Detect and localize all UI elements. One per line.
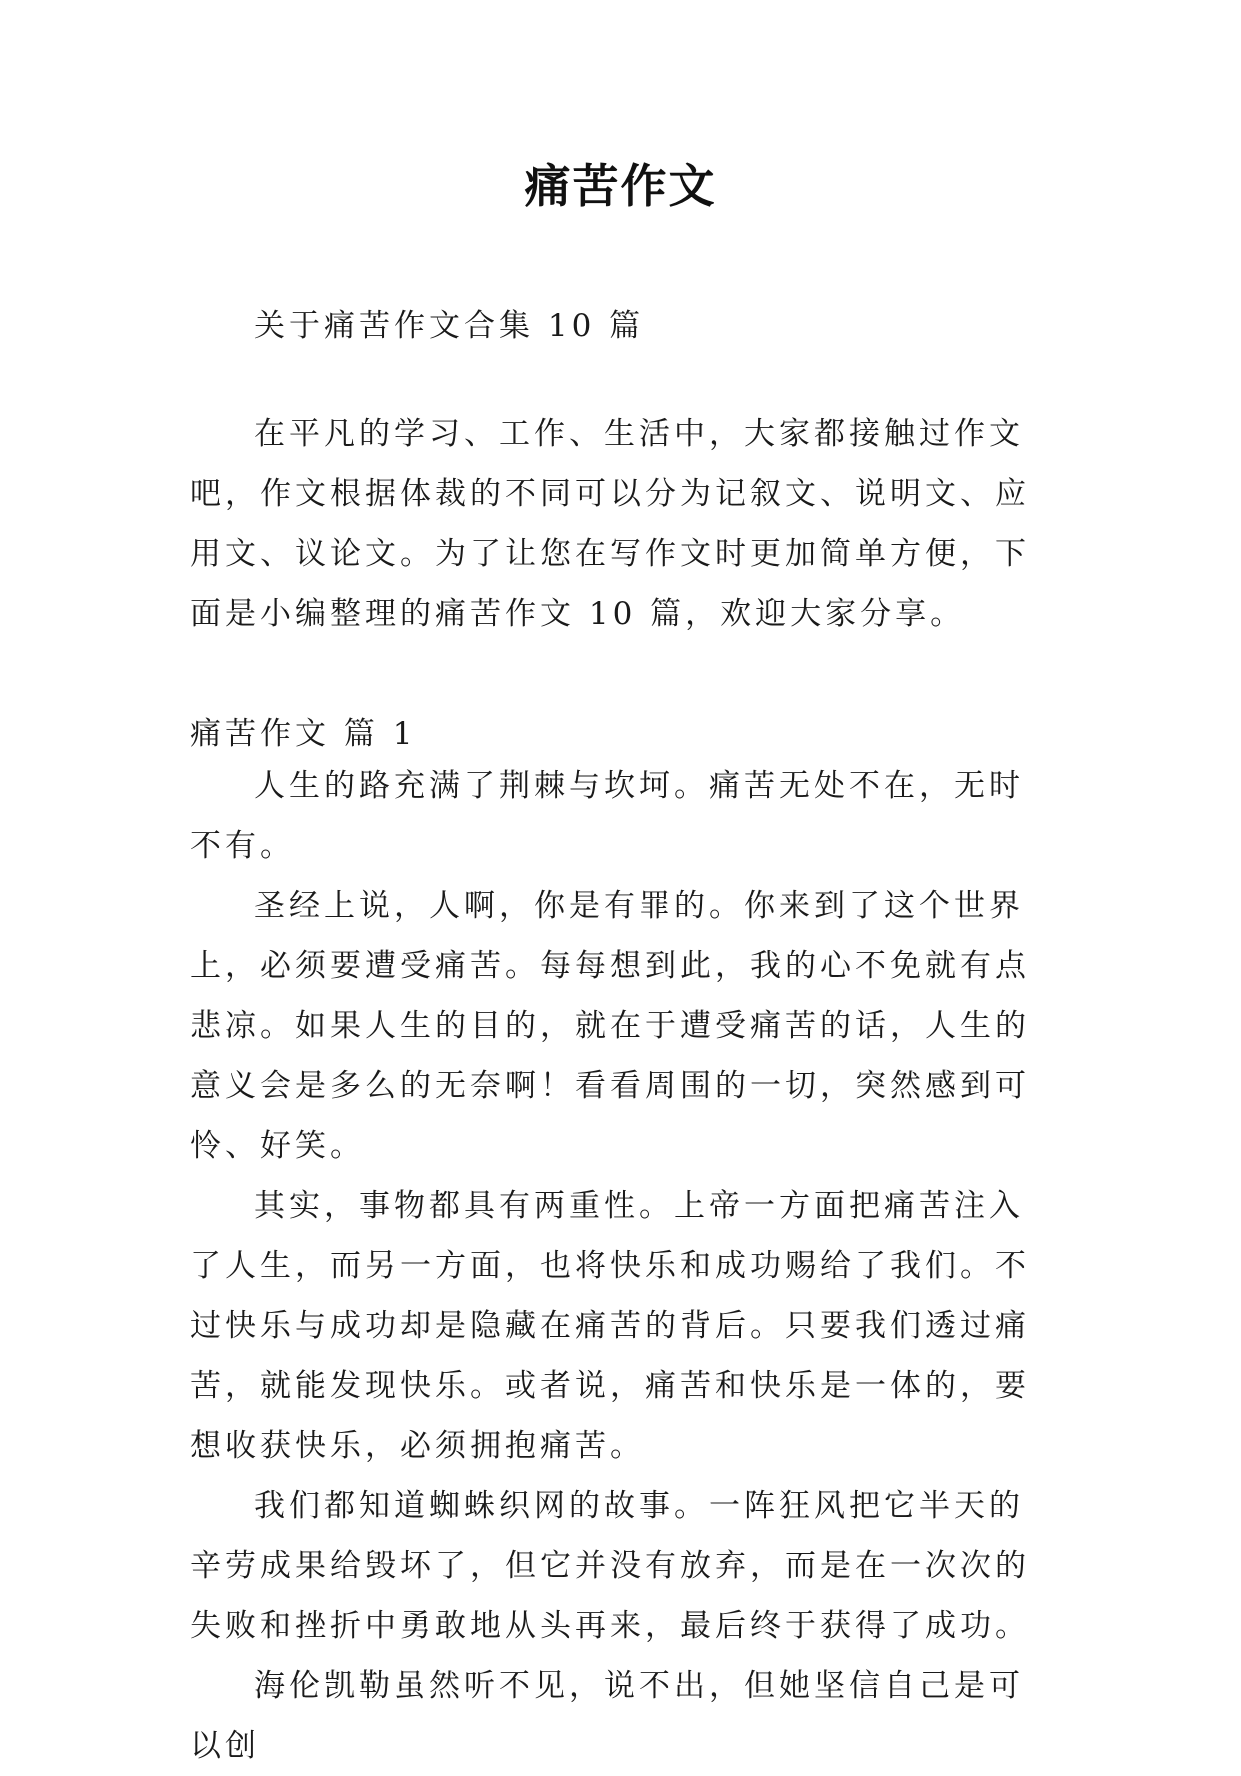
section-heading: 痛苦作文 篇 1: [190, 716, 417, 752]
article-paragraph: 圣经上说，人啊，你是有罪的。你来到了这个世界上，必须要遭受痛苦。每每想到此，我的心不免就有点悲凉。如果人生的目的，就在于遭受痛苦的话，人生的意义会是多么的无奈啊！看看周围的一切，突然感到可怜、好笑。: [190, 888, 1030, 1164]
intro-paragraph: 在平凡的学习、工作、生活中，大家都接触过作文吧，作文根据体裁的不同可以分为记叙文、说明文、应用文、议论文。为了让您在写作文时更加简单方便，下面是小编整理的痛苦作文 10 篇，欢迎大家分享。: [190, 416, 1030, 632]
article-paragraph: 人生的路充满了荆棘与坎坷。痛苦无处不在，无时不有。: [190, 768, 1024, 864]
article-paragraph: 海伦凯勒虽然听不见，说不出，但她坚信自己是可以创: [190, 1668, 1024, 1764]
document-subtitle: 关于痛苦作文合集 10 篇: [254, 308, 645, 344]
article-paragraph: 其实，事物都具有两重性。上帝一方面把痛苦注入了人生，而另一方面，也将快乐和成功赐给了我们。不过快乐与成功却是隐藏在痛苦的背后。只要我们透过痛苦，就能发现快乐。或者说，痛苦和快乐是一体的，要想收获快乐，必须拥抱痛苦。: [190, 1188, 1030, 1464]
article-paragraph: 我们都知道蜘蛛织网的故事。一阵狂风把它半天的辛劳成果给毁坏了，但它并没有放弃，而是在一次次的失败和挫折中勇敢地从头再来，最后终于获得了成功。: [190, 1488, 1030, 1644]
article-body: [190, 756, 1050, 1776]
document-title: 痛苦作文: [524, 159, 717, 213]
